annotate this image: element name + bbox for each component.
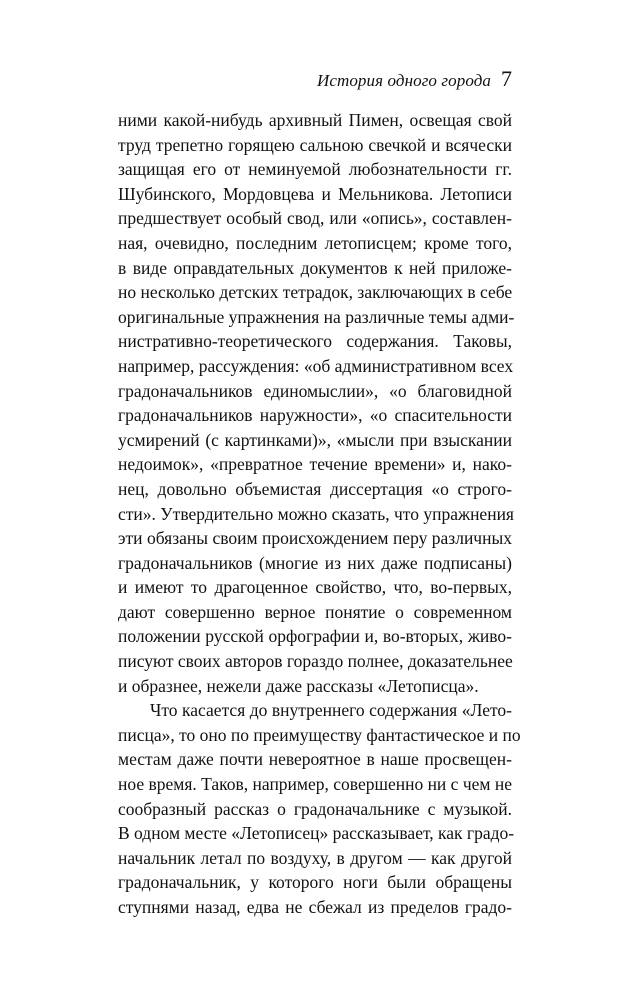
text-line: Что касается до внутреннего содержания «Лето- bbox=[150, 700, 512, 721]
paragraph-1 bbox=[118, 108, 515, 698]
text-line: труд трепетно горящею сальною свечкой и всячески bbox=[118, 134, 512, 155]
text-line: градоначальников наружности», «о спасительности bbox=[118, 405, 512, 426]
text-line: положении русской орфографии и, во-вторых, живо- bbox=[118, 626, 512, 647]
text-line: предшествует особый свод, или «опись», составлен- bbox=[118, 208, 512, 229]
text-line: градоначальников единомыслии», «о благовидной bbox=[118, 380, 512, 401]
text-line: в виде оправдательных документов к ней приложе- bbox=[118, 257, 512, 278]
running-head bbox=[317, 66, 512, 92]
text-line: градоначальник, у которого ноги были обращены bbox=[118, 872, 512, 893]
text-line: ступнями назад, едва не сбежал из пределов градо- bbox=[118, 897, 512, 917]
text-line: сти». Утвердительно можно сказать, что упражнения bbox=[118, 503, 514, 524]
page-number: 7 bbox=[501, 66, 512, 91]
body-text bbox=[118, 108, 521, 920]
text-line: но несколько детских тетрадок, заключающих в себе bbox=[118, 282, 513, 303]
text-line: защищая его от неминуемой любознательности гг. bbox=[118, 159, 512, 180]
text-line: В одном месте «Летописец» рассказывает, как градо- bbox=[118, 823, 515, 844]
text-line: например, рассуждения: «об административном всех bbox=[118, 355, 514, 376]
text-line: местам даже почти невероятное в наше просвещен- bbox=[118, 749, 512, 770]
text-line: дают совершенно верное понятие о современном bbox=[118, 601, 512, 622]
text-line: и имеют то драгоценное свойство, что, во-первых, bbox=[118, 577, 512, 598]
text-line: ними какой-нибудь архивный Пимен, освещая свой bbox=[118, 110, 512, 130]
text-line: усмирений (с картинками)», «мысли при взыскании bbox=[118, 429, 512, 450]
text-line: писуют своих авторов гораздо полнее, доказательнее bbox=[118, 651, 513, 672]
text-line: ное время. Таков, например, совершенно ни с чем не bbox=[118, 774, 512, 795]
text-line: Шубинского, Мордовцева и Мельникова. Летописи bbox=[118, 183, 512, 204]
text-line: недоимок», «превратное течение времени» и, нако- bbox=[118, 454, 512, 475]
paragraph-2 bbox=[118, 698, 521, 919]
text-line: нец, довольно объемистая диссертация «о строго- bbox=[118, 478, 512, 499]
text-line: и образнее, нежели даже рассказы «Летописца». bbox=[118, 675, 479, 696]
text-line: градоначальников (многие из них даже подписаны) bbox=[118, 552, 512, 573]
text-line: нистративно-теоретического содержания. Таковы, bbox=[118, 331, 512, 352]
text-line: начальник летал по воздуху, в другом — как другой bbox=[118, 847, 512, 868]
running-title: История одного города bbox=[316, 71, 491, 90]
text-line: оригинальные упражнения на различные темы адми- bbox=[118, 306, 515, 327]
text-line: ная, очевидно, последним летописцем; кроме того, bbox=[118, 232, 512, 253]
text-line: писца», то оно по преимуществу фантастическое и по bbox=[118, 724, 521, 745]
text-line: эти обязаны своим происхождением перу различных bbox=[118, 528, 512, 549]
text-line: сообразный рассказ о градоначальнике с музыкой. bbox=[118, 798, 512, 819]
